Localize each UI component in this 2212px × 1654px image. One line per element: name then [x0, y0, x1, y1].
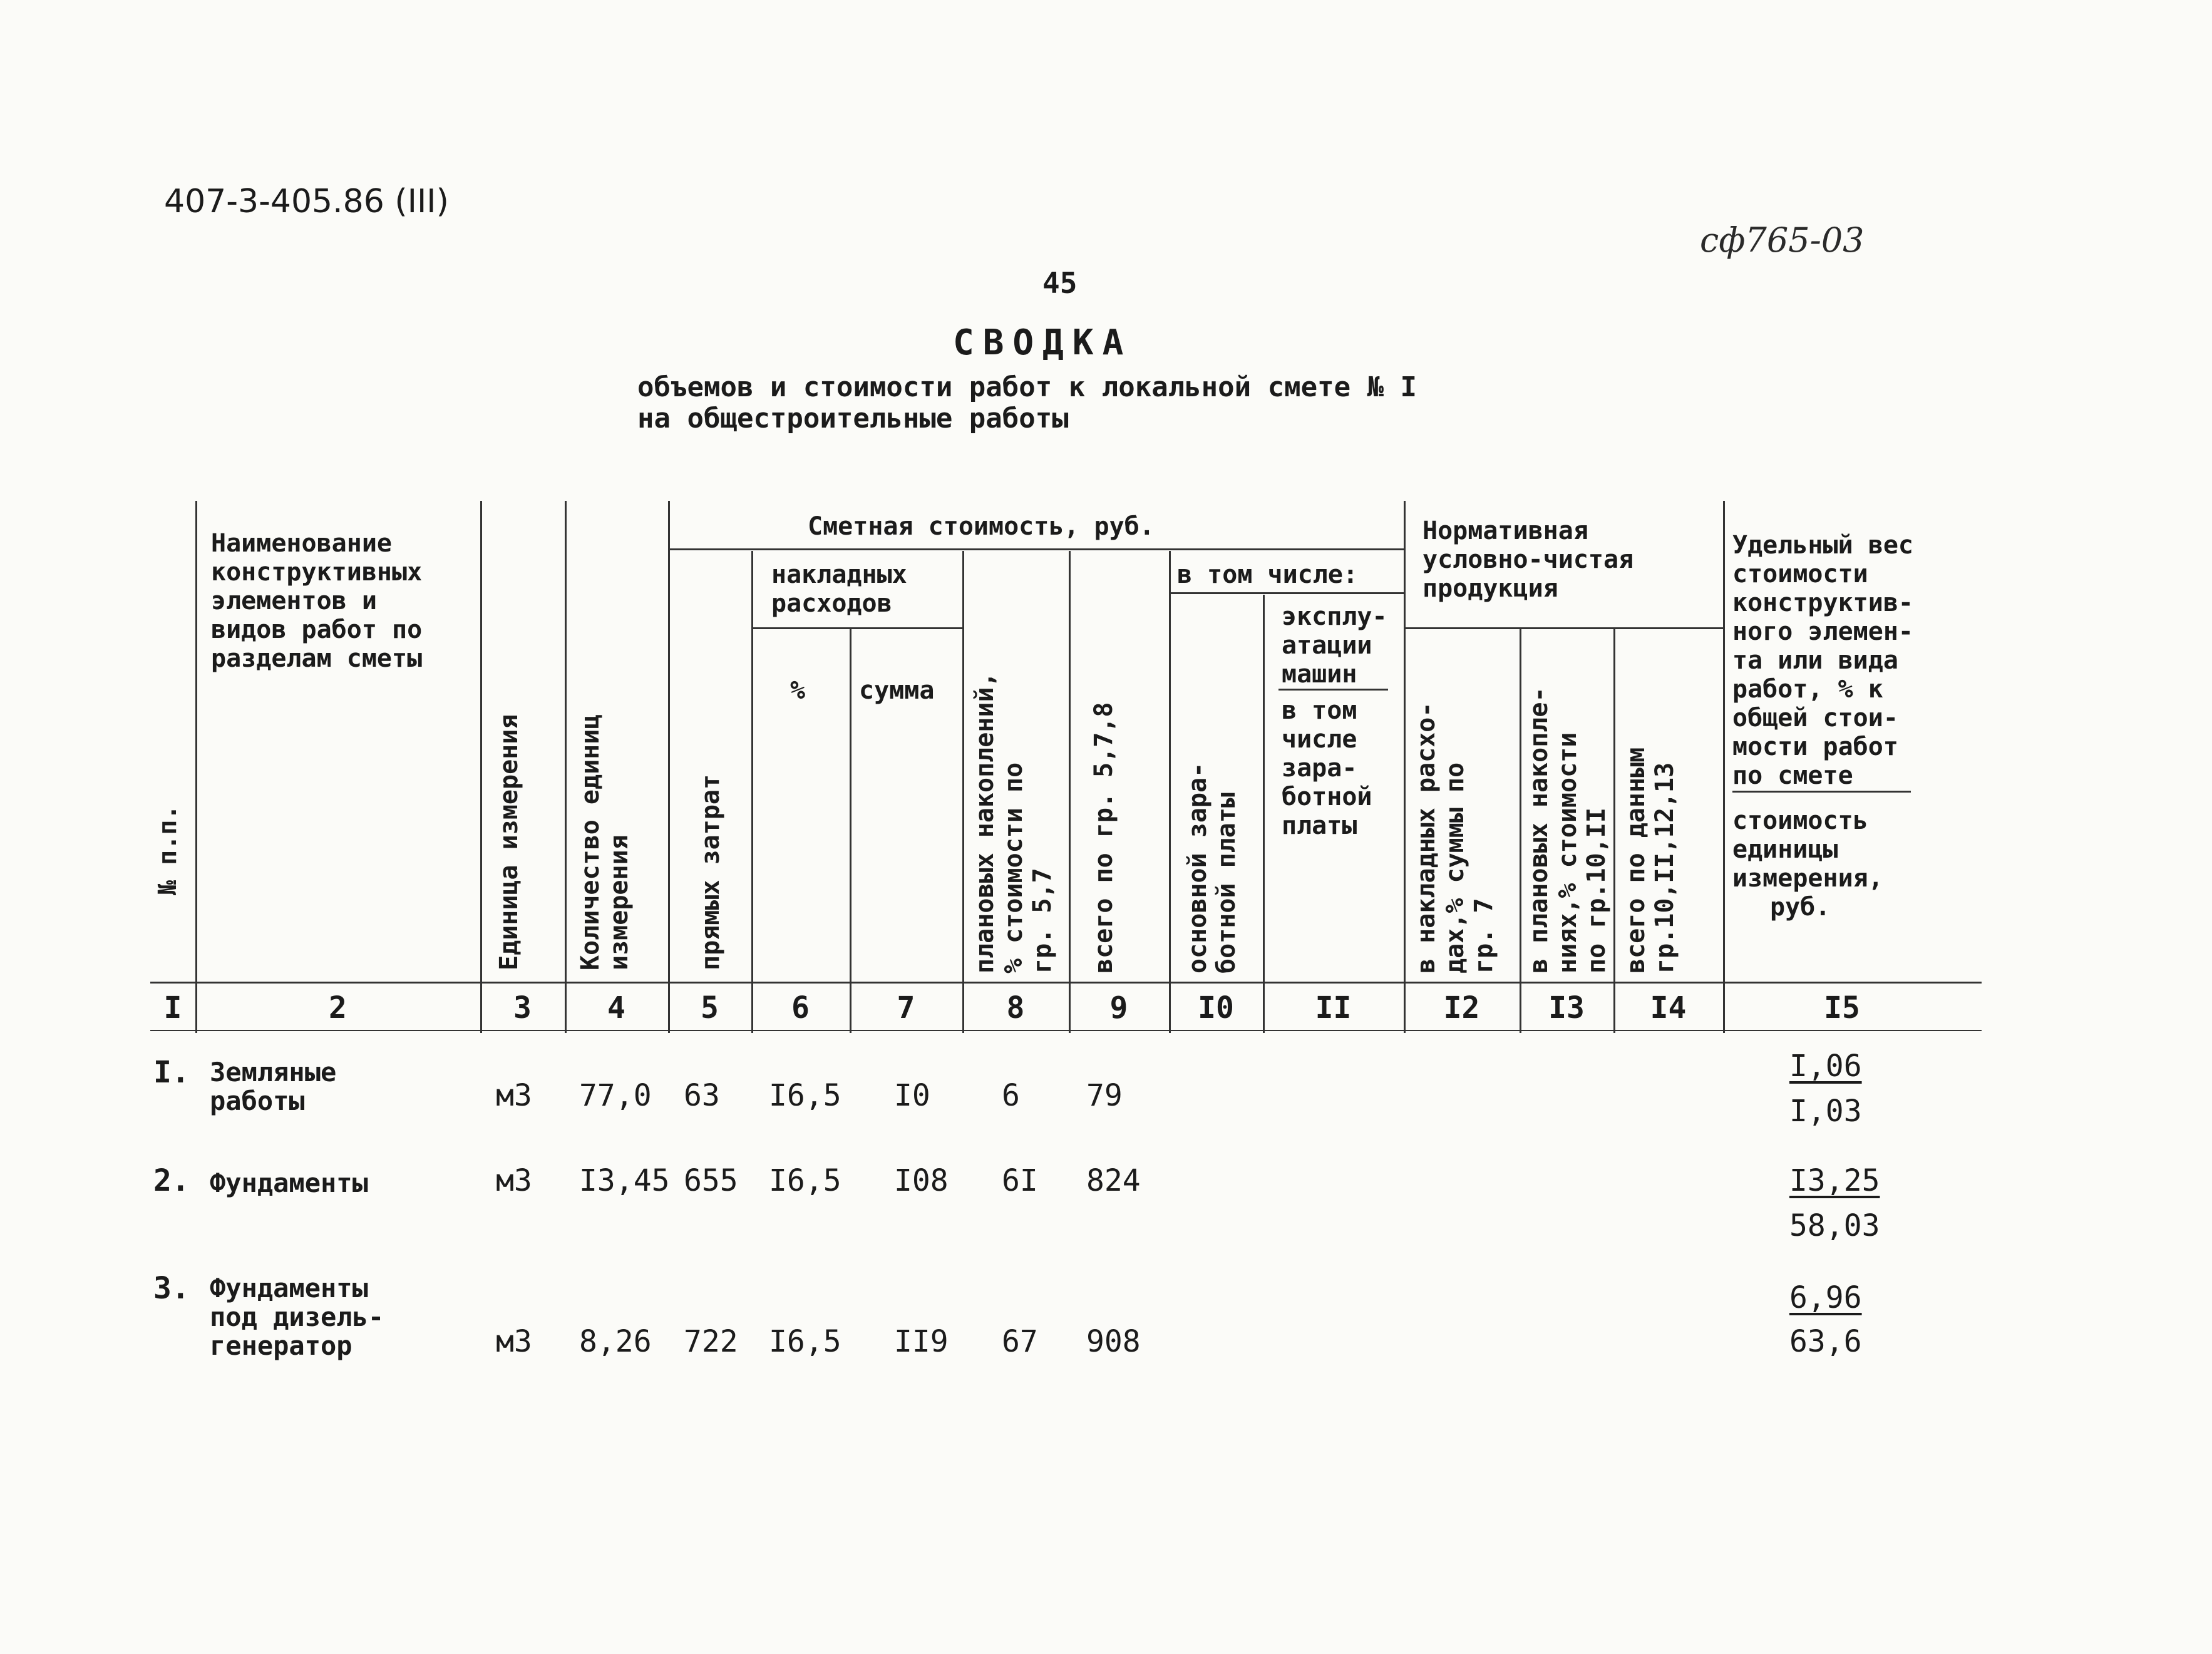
header-specific-weight: Удельный вес стоимости конструктив- ного элемен- та или вида работ, % к общей стои- мости работ по смете [1732, 531, 1913, 790]
grid-line [962, 551, 964, 1033]
grid-line [751, 551, 753, 1033]
column-number: I2 [1443, 990, 1480, 1025]
subtitle-line-2: на общестроительные работы [637, 403, 1069, 434]
row-overhead-percent: I6,5 [769, 1324, 841, 1359]
column-number: 3 [513, 990, 532, 1025]
column-number: 9 [1109, 990, 1128, 1025]
row-share: 6,96 [1789, 1280, 1862, 1315]
row-name: Земляные работы [210, 1057, 337, 1116]
column-number: 2 [329, 990, 347, 1025]
grid-line [480, 501, 482, 1033]
column-number: I5 [1824, 990, 1860, 1025]
row-planned-savings: 6 [1002, 1078, 1020, 1113]
row-direct-costs: 655 [684, 1163, 738, 1198]
page-number: 45 [1042, 266, 1078, 300]
header-base-wage: основной зара- ботной платы [1183, 762, 1241, 973]
grid-line [150, 1030, 1982, 1031]
row-quantity: I3,45 [579, 1163, 670, 1198]
row-direct-costs: 63 [684, 1078, 720, 1113]
header-item-number: № п.п. [153, 804, 182, 895]
column-number: 6 [791, 990, 810, 1025]
grid-line [1404, 501, 1406, 1033]
grid-line [1069, 551, 1071, 1033]
header-col-12: в накладных расхо- дах,% суммы по гр. 7 [1412, 702, 1498, 973]
row-name: Фундаменты под дизель- генератор [210, 1273, 384, 1361]
grid-line [1169, 551, 1171, 1033]
column-number: I [163, 990, 182, 1025]
header-col-13: в плановых накопле- ниях,% стоимости по гр.10,II [1525, 687, 1611, 973]
column-number: 7 [897, 990, 915, 1025]
grid-line [195, 501, 197, 1033]
header-machine-operation: эксплу- атации машин в том числе зара- ботной платы [1282, 602, 1387, 840]
row-overhead-sum: I0 [894, 1078, 930, 1113]
grid-line [1263, 595, 1265, 1033]
grid-line [1732, 791, 1911, 793]
document-code: 407-3-405.86 (III) [164, 183, 449, 220]
archive-code: сф765-03 [1700, 220, 1865, 260]
column-number: II [1315, 990, 1352, 1025]
row-overhead-percent: I6,5 [769, 1078, 841, 1113]
row-overhead-sum: II9 [894, 1324, 949, 1359]
grid-line [751, 627, 962, 629]
header-total: всего по гр. 5,7,8 [1089, 702, 1118, 973]
grid-line [1613, 629, 1615, 1033]
grid-line [565, 501, 567, 1033]
row-planned-savings: 6I [1002, 1163, 1038, 1198]
grid-line [1169, 592, 1404, 594]
row-index: I. [153, 1055, 190, 1090]
column-number: 5 [701, 990, 719, 1025]
grid-line [668, 501, 670, 1033]
row-quantity: 8,26 [579, 1324, 652, 1359]
row-unit: м3 [496, 1078, 532, 1113]
header-normative-product: Нормативная условно-чистая продукция [1422, 516, 1634, 603]
row-planned-savings: 67 [1002, 1324, 1038, 1359]
grid-line [1723, 501, 1725, 1033]
column-number: I0 [1198, 990, 1234, 1025]
row-share: I,06 [1789, 1049, 1862, 1084]
header-including: в том числе: [1177, 560, 1358, 589]
header-name: Наименование конструктивных элементов и видов работ по разделам сметы [211, 529, 423, 673]
row-unit-cost: 63,6 [1789, 1324, 1862, 1359]
row-total: 908 [1086, 1324, 1141, 1359]
header-overhead-percent: % [790, 676, 806, 705]
row-share: I3,25 [1789, 1163, 1880, 1198]
row-overhead-sum: I08 [894, 1163, 949, 1198]
grid-line [150, 982, 1982, 984]
grid-line [1520, 629, 1521, 1033]
row-quantity: 77,0 [579, 1078, 652, 1113]
row-name: Фундаменты [210, 1168, 368, 1198]
row-unit: м3 [496, 1324, 532, 1359]
grid-line [850, 629, 851, 1033]
header-col-14: всего по данным гр.10,II,12,13 [1622, 747, 1679, 973]
row-index: 2. [153, 1163, 190, 1198]
row-total: 824 [1086, 1163, 1141, 1198]
header-overhead: накладных расходов [771, 560, 907, 618]
header-unit: Единица измерения [495, 714, 523, 970]
column-number: I3 [1548, 990, 1585, 1025]
subtitle-line-1: объемов и стоимости работ к локальной смете № I [637, 371, 1417, 403]
row-index: 3. [153, 1271, 190, 1306]
column-number: 4 [607, 990, 625, 1025]
column-number: 8 [1006, 990, 1025, 1025]
row-unit-cost: I,03 [1789, 1094, 1862, 1129]
row-unit: м3 [496, 1163, 532, 1198]
grid-line [1404, 627, 1723, 629]
row-direct-costs: 722 [684, 1324, 738, 1359]
row-overhead-percent: I6,5 [769, 1163, 841, 1198]
header-quantity: Количество единиц измерения [576, 714, 634, 970]
grid-line [668, 548, 1404, 550]
header-planned-savings: плановых накоплений, % стоимости по гр. 5,7 [970, 672, 1057, 973]
header-unit-cost: стоимость единицы измерения, руб. [1732, 806, 1883, 922]
header-overhead-sum: сумма [859, 676, 935, 705]
page-title: СВОДКА [953, 322, 1133, 363]
row-total: 79 [1086, 1078, 1123, 1113]
header-estimated-cost: Сметная стоимость, руб. [808, 512, 1155, 541]
header-direct-costs: прямых затрат [696, 774, 725, 970]
column-number: I4 [1650, 990, 1687, 1025]
row-unit-cost: 58,03 [1789, 1208, 1880, 1243]
